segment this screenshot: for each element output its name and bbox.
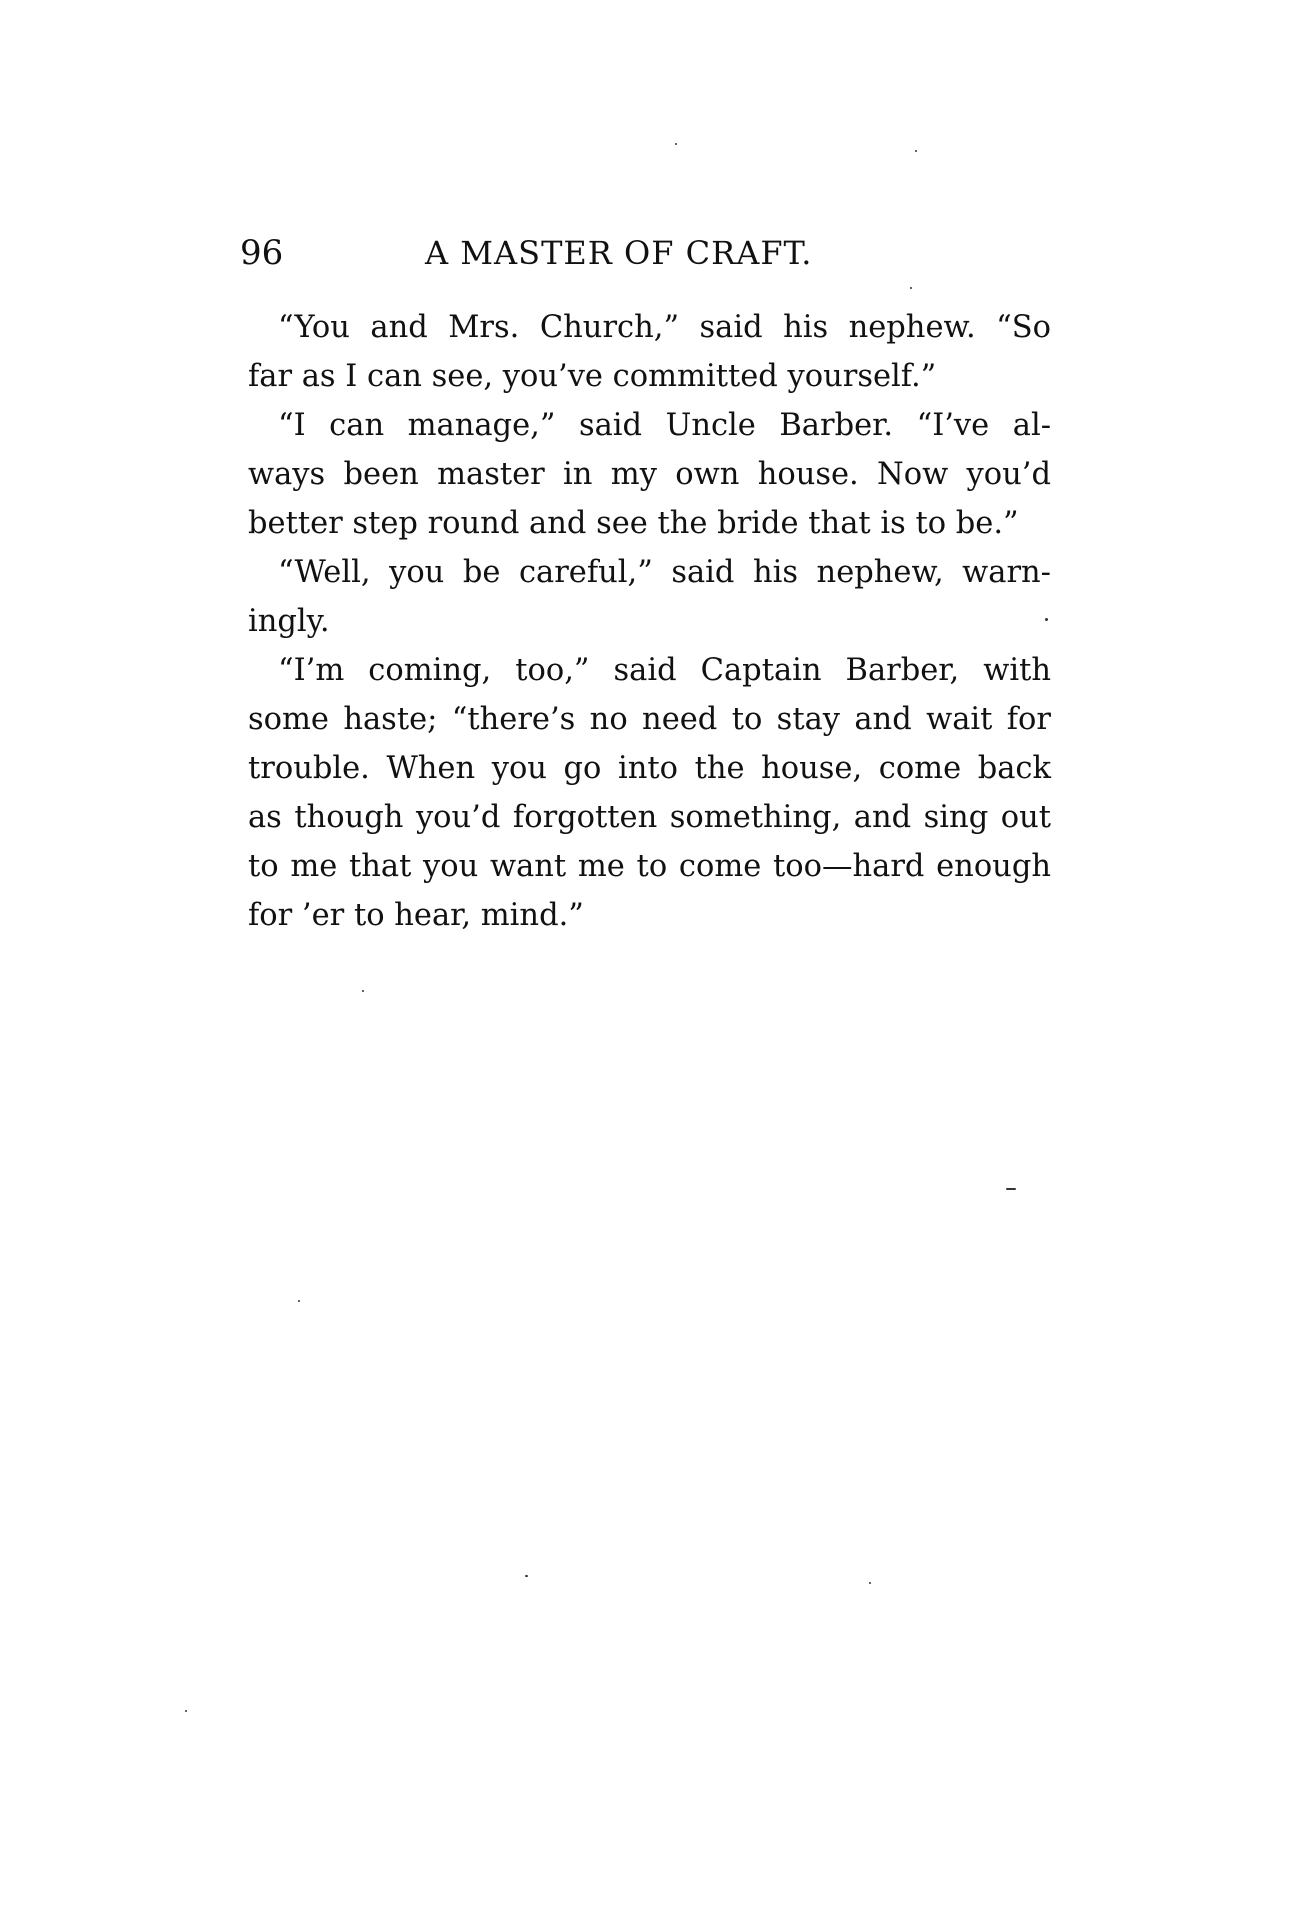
scan-speck [185, 1710, 187, 1712]
scan-speck [915, 150, 917, 152]
page-number: 96 [240, 233, 284, 273]
scan-speck [1006, 1188, 1016, 1190]
text-line: better step round and see the bride that is to be.” [248, 506, 1019, 541]
scan-speck [1045, 618, 1048, 621]
text-line: some haste; “there’s no need to stay and wait for [248, 702, 1051, 737]
scan-speck [525, 1575, 528, 1577]
text-line: ingly. [248, 604, 330, 639]
running-title: A MASTER OF CRAFT. [425, 234, 813, 272]
text-line: “You and Mrs. Church,” said his nephew. “So [278, 310, 1051, 345]
text-line: “I can manage,” said Uncle Barber. “I’ve al- [278, 408, 1051, 443]
page-header [240, 228, 980, 278]
text-line: “I’m coming, too,” said Captain Barber, with [278, 653, 1051, 688]
text-line: for ’er to hear, mind.” [248, 898, 584, 933]
text-line: far as I can see, you’ve committed yourself.” [248, 359, 937, 394]
text-line: ways been master in my own house. Now you’d [248, 457, 1051, 492]
text-line: “Well, you be careful,” said his nephew, warn- [278, 555, 1051, 590]
text-line: as though you’d forgotten something, and sing out [248, 800, 1051, 835]
body-text [248, 303, 1051, 940]
scan-speck [910, 287, 912, 289]
scan-speck [298, 1300, 300, 1302]
text-line: to me that you want me to come too—hard enough [248, 849, 1051, 884]
text-line: trouble. When you go into the house, come back [248, 751, 1051, 786]
scan-speck [362, 990, 364, 992]
scan-speck [675, 143, 677, 145]
scan-speck [869, 1582, 871, 1584]
